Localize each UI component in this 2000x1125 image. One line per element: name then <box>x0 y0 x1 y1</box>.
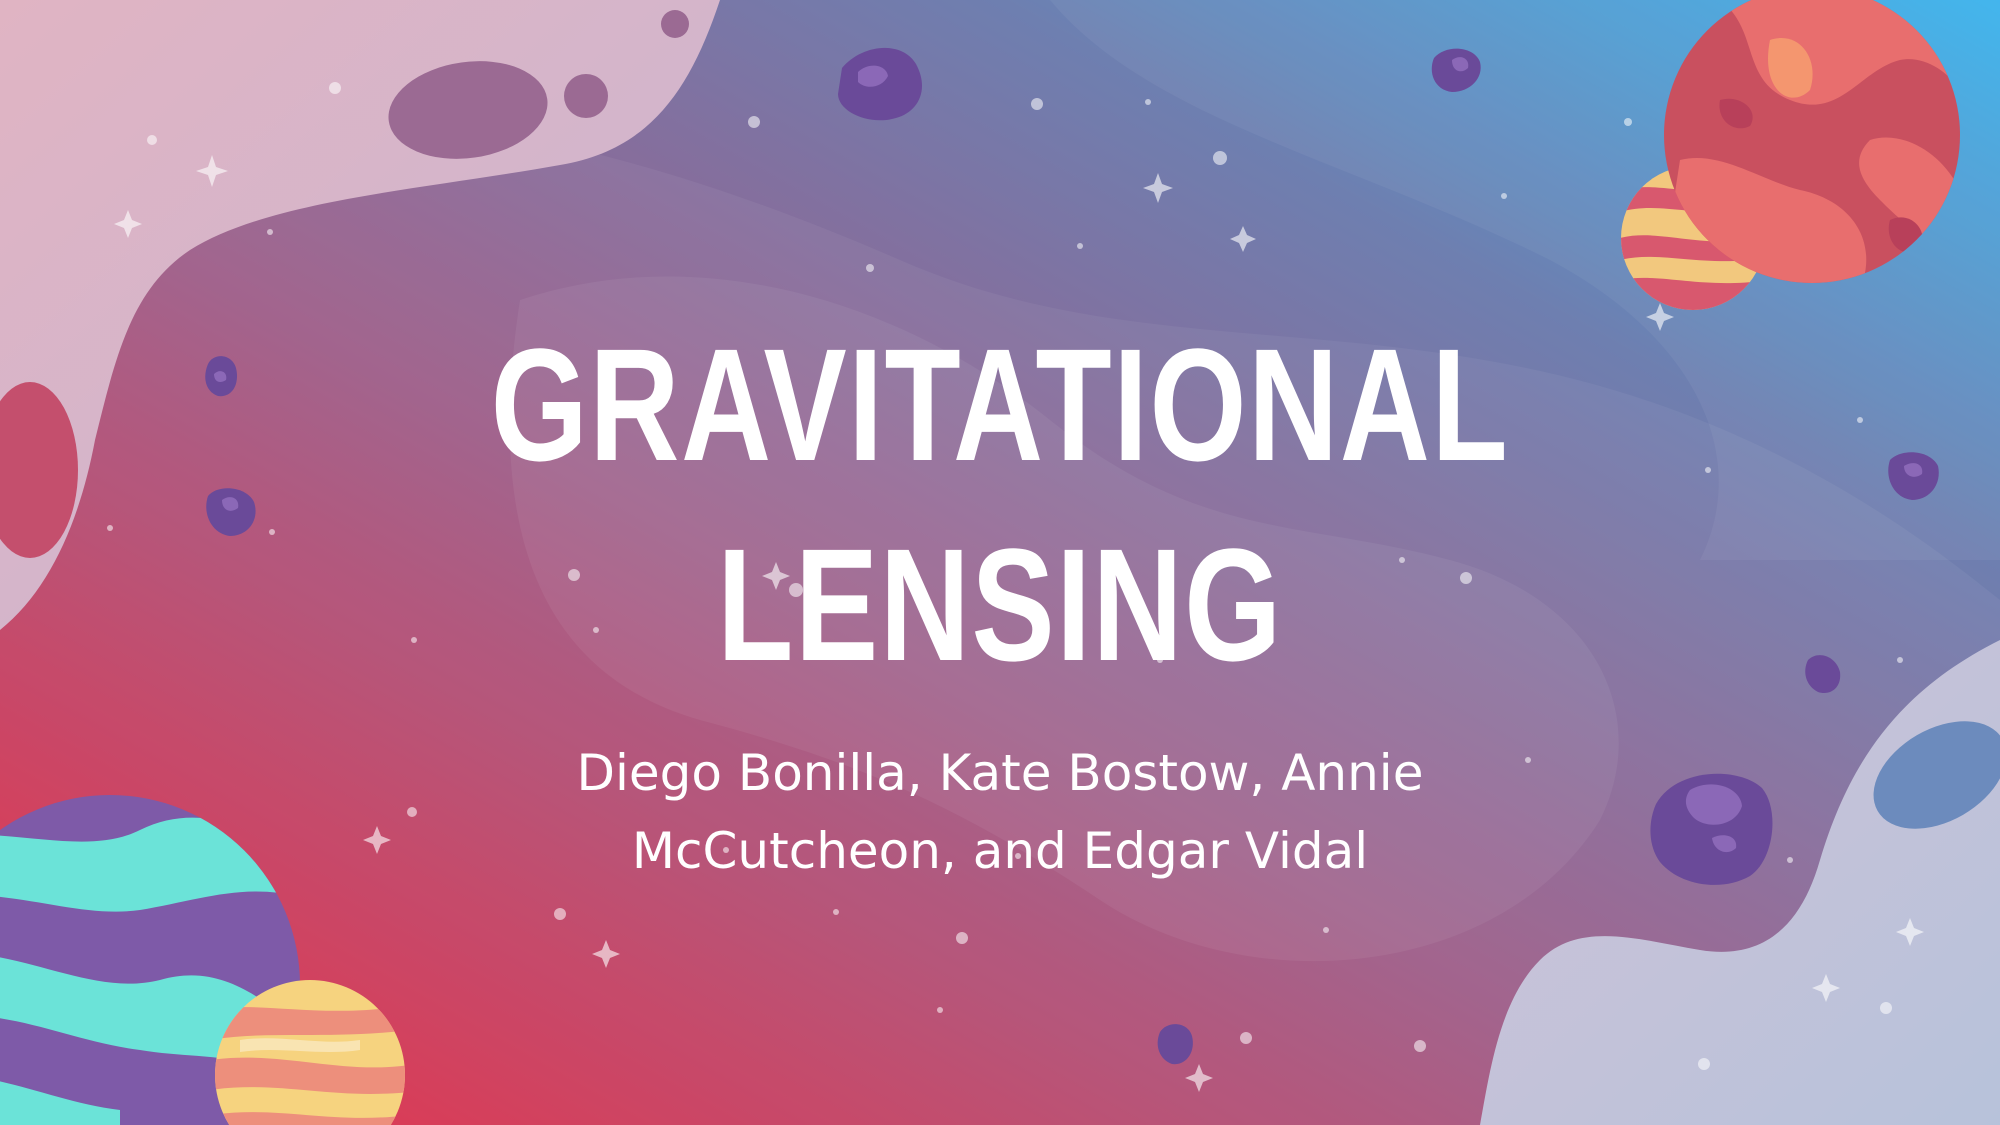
title-line-1: GRAVITATIONAL <box>490 315 1510 494</box>
title-line-2: LENSING <box>717 515 1283 694</box>
authors-line-2: McCutcheon, and Edgar Vidal <box>631 822 1369 880</box>
authors-line-1: Diego Bonilla, Kate Bostow, Annie <box>576 744 1424 802</box>
